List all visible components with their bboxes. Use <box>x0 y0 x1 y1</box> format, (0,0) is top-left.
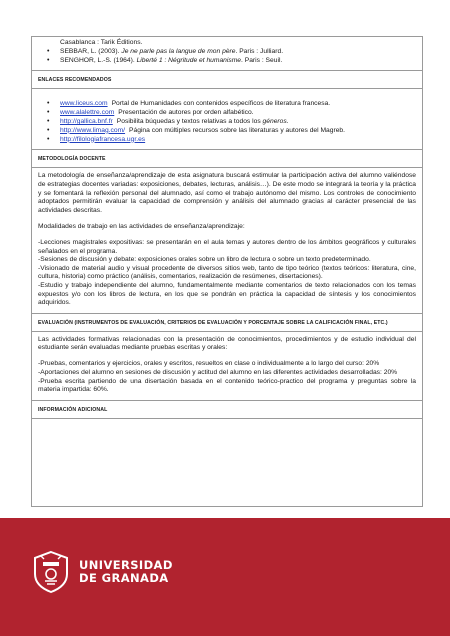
link-gallica[interactable]: http://gallica.bnf.fr <box>60 117 113 125</box>
empty-body <box>32 419 422 442</box>
paragraph: Las actividades formativas relacionadas con la presentación de conocimientos, procedimientos y de estudio individual del estudiante serán evaluadas mediante pruebas escritas y orales: <box>38 335 416 352</box>
link-alalettre[interactable]: www.alalettre.com <box>60 109 115 117</box>
section-body <box>32 168 422 312</box>
link-item: • www.alalettre.com Presentación de autores por orden alfabético. <box>60 109 416 118</box>
section-body <box>32 332 422 400</box>
link-liceus[interactable]: www.liceus.com <box>60 100 108 108</box>
paragraph: -Pruebas, comentarios y ejercicios, orales y escritos, resueltos en clase o individualmente a lo largo del curso: 20% <box>38 360 380 368</box>
section-title: EVALUACIÓN (INSTRUMENTOS DE EVALUACIÓN, CRITERIOS DE EVALUACIÓN Y PORCENTAJE SOBRE LA CALIFICACIÓN FINAL, ETC.) <box>32 314 422 332</box>
paragraph: -Aportaciones del alumno en sesiones de discusión y actitud del alumno en las diferentes actividades desarrolladas: 20% <box>38 368 398 376</box>
bibliography-continuation <box>32 37 422 71</box>
additional-info-section <box>32 401 422 442</box>
link-item: • http://www.limag.com/ Página con múltiples recursos sobre las literaturas y autores del Magreb. <box>60 127 416 136</box>
link-item <box>60 136 416 145</box>
paragraph: -Estudio y trabajo independiente del alumno, fundamentalmente mediante comentarios de texto relacionados con los temas expuestos y/o con los libros de lectura, en los que se pondrán en práctica la capacidad de síntesis y los conocimientos adquiridos. <box>38 281 416 307</box>
bibliography-item: • SEBBAR, L. (2003). Je ne parle pas la langue de mon père. Paris : Julliard. <box>60 48 416 57</box>
link-item: • http://gallica.bnf.fr Posibilita búquedas y textos relativas a todos los géneros. <box>60 118 416 127</box>
bibliography-list <box>38 48 416 66</box>
section-title: METODOLOGÍA DOCENTE <box>32 150 422 168</box>
link-item: • www.liceus.com Portal de Humanidades con contenidos específicos de literatura francesa. <box>60 100 416 109</box>
paragraph: -Sesiones de discusión y debate: exposiciones orales sobre un libro de lectura o sobre un texto predeterminado. <box>38 256 371 264</box>
university-name <box>79 559 173 585</box>
paragraph: -Lecciones magistrales expositivas: se presentarán en el aula temas y autores dentro de los ámbitos geográficos y culturales señalados en el programa. <box>38 238 416 255</box>
section-title: ENLACES RECOMENDADOS <box>32 71 422 89</box>
paragraph: -Prueba escrita partiendo de una disertación basada en el contenido teórico-practico del programa y preguntas sobre la materia impartida: 60%. <box>38 377 416 394</box>
university-name-line2: DE GRANADA <box>79 571 169 585</box>
teaching-methodology-section <box>32 150 422 313</box>
university-name-line1: UNIVERSIDAD <box>79 558 173 572</box>
recommended-links-section <box>32 71 422 150</box>
bibliography-item: • SENGHOR, L.-S. (1964). Liberté 1 : Négritude et humanisme. Paris : Seuil. <box>60 57 416 66</box>
paragraph: La metodología de enseñanza/aprendizaje de esta asignatura buscará estimular la participación activa del alumno valiéndose de estrategias docentes variadas: exposiciones, debates, lecturas, análisis…). De este modo se integrará la teoría y la práctica y se fomentará la reflexión personal del alumnado, así como el trabajo autónomo del mismo. Los controles de conocimiento adoptados permitirán evaluar la capacidad de comprensión y análisis del alumnado gracias al carácter presencial de las actividades descritas. <box>38 172 416 214</box>
evaluation-section <box>32 314 422 401</box>
paragraph: -Visionado de material audio y visual procedente de diversos sitios web, tanto de tipo teórico (textos teóricos: literatura, cine, cultura, historia) como práctico (análisis, comentarios, realización de resúmenes, disertaciones). <box>38 264 416 281</box>
link-filologia[interactable]: http://filologiafrancesa.ugr.es <box>60 135 146 143</box>
paragraph: Modalidades de trabajo en las actividades de enseñanza/aprendizaje: <box>38 222 245 230</box>
links-list <box>38 100 416 144</box>
guide-table <box>31 36 423 507</box>
link-limag[interactable]: http://www.limag.com/ <box>60 126 126 134</box>
university-logo <box>31 542 231 602</box>
section-title: INFORMACIÓN ADICIONAL <box>32 401 422 419</box>
bibliography-line: Casablanca : Tarik Éditions. <box>60 39 143 46</box>
university-seal-icon <box>31 550 71 594</box>
